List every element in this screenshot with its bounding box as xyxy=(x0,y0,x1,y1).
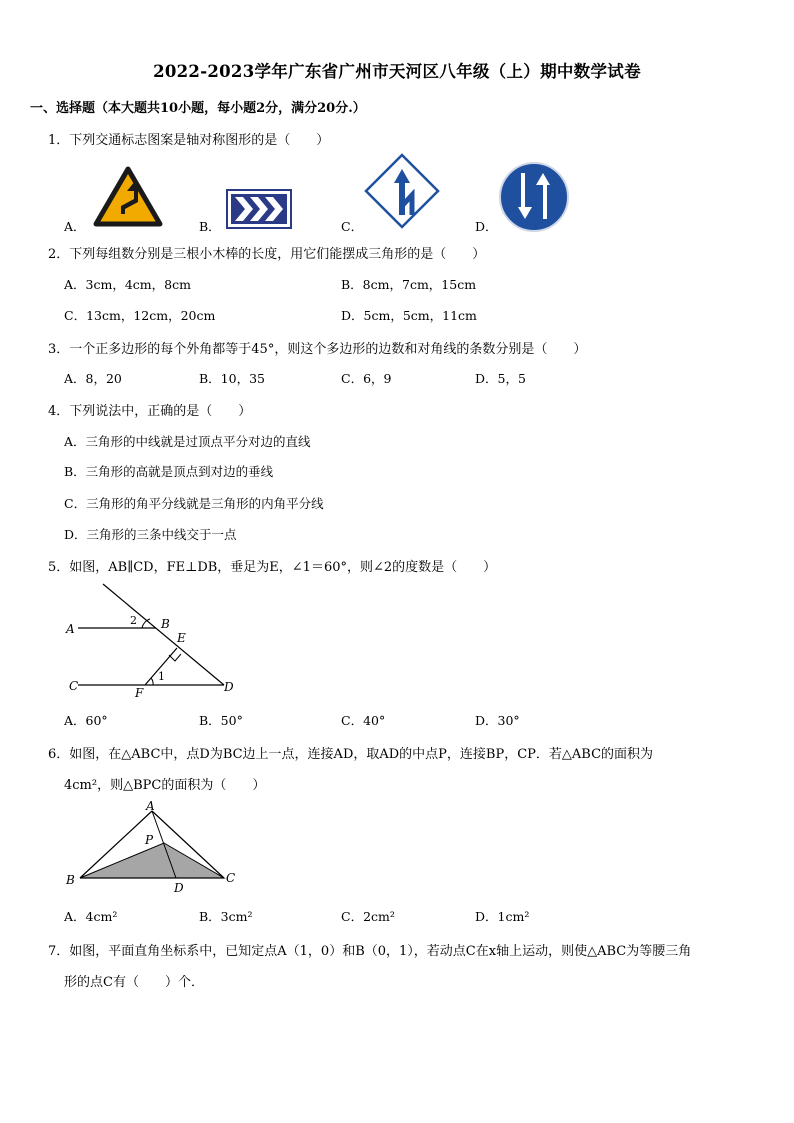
q3-option-a: A．8，20 xyxy=(64,371,122,386)
q5-label-f: F xyxy=(135,686,144,700)
q5-label-e: E xyxy=(177,631,186,645)
question-3-stem: 3．一个正多边形的每个外角都等于45°，则这个多边形的边数和对角线的条数分别是（ ） xyxy=(48,342,587,357)
q2-option-c: C．13cm，12cm，20cm xyxy=(64,308,216,323)
q5-option-a: A．60° xyxy=(64,713,108,728)
q5-label-b: B xyxy=(161,617,170,631)
q6-label-b: B xyxy=(66,873,75,887)
q4-option-c: C．三角形的角平分线就是三角形的内角平分线 xyxy=(64,496,324,511)
q6-option-b: B．3cm² xyxy=(199,909,253,924)
q6-option-d: D．1cm² xyxy=(475,909,530,924)
q3-option-d: D．5，5 xyxy=(475,371,526,386)
q5-angle-2-label: 2 xyxy=(130,614,137,627)
q5-angle-1-label: 1 xyxy=(158,670,165,683)
q6-option-c: C．2cm² xyxy=(341,909,395,924)
q5-option-c: C．40° xyxy=(341,713,386,728)
chevron-right-sign-icon xyxy=(226,189,292,229)
q3-option-b: B．10，35 xyxy=(199,371,265,386)
q6-label-c: C xyxy=(226,871,236,885)
question-1-stem: 1．下列交通标志图案是轴对称图形的是（ ） xyxy=(48,133,330,148)
q5-option-d: D．30° xyxy=(475,713,520,728)
question-6-stem-line-1: 6．如图，在△ABC中，点D为BC边上一点，连接AD，取AD的中点P，连接BP，CP．若△ABC的面积为 xyxy=(48,747,654,762)
q6-option-a: A．4cm² xyxy=(64,909,118,924)
question-5-stem: 5．如图，AB∥CD，FE⊥DB，垂足为E，∠1＝60°，则∠2的度数是（ ） xyxy=(48,560,497,575)
q4-option-b: B．三角形的高就是顶点到对边的垂线 xyxy=(64,464,274,479)
question-6-stem-line-2: 4cm²，则△BPC的面积为（ ） xyxy=(64,778,266,793)
q6-label-d: D xyxy=(174,881,184,895)
q2-option-b: B．8cm，7cm，15cm xyxy=(341,277,477,292)
q1-option-a: A． xyxy=(64,219,86,234)
q1-option-c: C． xyxy=(341,219,364,234)
q6-label-a: A xyxy=(146,799,155,813)
q5-label-a: A xyxy=(66,622,75,636)
merge-arrow-diamond-sign-icon xyxy=(364,153,440,229)
question-7-stem-line-1: 7．如图，平面直角坐标系中，已知定点A（1，0）和B（0，1），若动点C在x轴上运动，则使△ABC为等腰三角 xyxy=(48,944,692,959)
q4-option-a: A．三角形的中线就是过顶点平分对边的直线 xyxy=(64,434,311,449)
question-7-stem-line-2: 形的点C有（ ）个． xyxy=(64,975,204,990)
q3-option-c: C．6，9 xyxy=(341,371,392,386)
q6-triangle-figure xyxy=(62,800,252,895)
two-way-traffic-circle-sign-icon xyxy=(498,161,570,233)
warning-winding-road-icon xyxy=(93,166,163,228)
question-4-stem: 4．下列说法中，正确的是（ ） xyxy=(48,404,252,419)
question-2-stem: 2．下列每组数分别是三根小木棒的长度，用它们能摆成三角形的是（ ） xyxy=(48,247,486,262)
q1-option-b: B． xyxy=(199,219,221,234)
section-heading: 一、选择题（本大题共10小题，每小题2分，满分20分.） xyxy=(30,101,366,116)
q5-option-b: B．50° xyxy=(199,713,243,728)
paper-title: 2022-2023学年广东省广州市天河区八年级（上）期中数学试卷 xyxy=(153,62,641,81)
q5-parallel-lines-figure xyxy=(60,582,250,702)
q2-option-a: A．3cm，4cm，8cm xyxy=(64,277,191,292)
q4-option-d: D．三角形的三条中线交于一点 xyxy=(64,527,237,542)
q2-option-d: D．5cm，5cm，11cm xyxy=(341,308,477,323)
q6-label-p: P xyxy=(145,833,154,847)
q1-option-d: D． xyxy=(475,219,498,234)
q5-label-d: D xyxy=(224,680,234,694)
q5-label-c: C xyxy=(69,679,79,693)
